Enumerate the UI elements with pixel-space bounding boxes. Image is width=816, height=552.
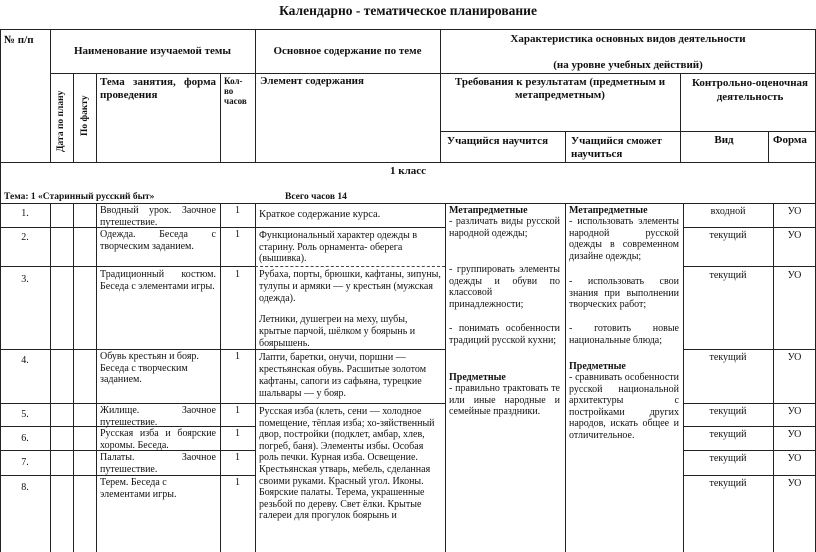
can-item: - использовать элементы народной русской одежды в современном дизайне одежды;: [569, 216, 679, 262]
row-hours: 1: [235, 351, 240, 362]
header-student-learns: Учащийся научится: [447, 135, 549, 147]
header-student-can: Учащийся сможет научиться: [571, 135, 662, 160]
learns-item: - понимать особенности традиций русской кухни;: [449, 323, 560, 346]
header-requirements: Требования к результатам (предметным и метапредметным): [454, 76, 666, 101]
header-content-element: Элемент содержания: [260, 75, 364, 87]
row-topic: Терем. Беседа с элементами игры.: [100, 477, 177, 500]
row-topic: Палаты. Заочное путешествие.: [100, 452, 216, 475]
row-hours: 1: [235, 269, 240, 280]
header-characteristic: Характеристика основных видов деятельности: [510, 33, 746, 45]
header-hours-a: Кол-: [224, 76, 243, 86]
learns-item: - группировать элементы одежды и обуви по классовой принадлежности;: [449, 264, 560, 310]
can-subject-heading: Предметные: [569, 361, 626, 372]
header-kind: Вид: [714, 134, 734, 146]
page-title: Календарно - тематическое планирование: [279, 3, 537, 18]
row-kind: текущий: [709, 406, 747, 417]
row-form: УО: [787, 429, 802, 440]
row-form: УО: [787, 478, 802, 489]
row-number: 1.: [21, 208, 29, 219]
content-text: Краткое содержание курса.: [259, 209, 381, 220]
header-form: Форма: [773, 134, 807, 146]
content-text: Русская изба (клеть, сени — холодное помещение, тёплая изба; хо-зяйственный двор, постройки (подклет, амбар, хлев, погреб, баня). Элементы избы. Особая роль печки. Курная изба. Освещение. Крестьянская утварь, мебель, сделанная своими руками. Красный угол. Иконы. Боярские палаты. Терема, украшенные резьбой по дереву. Свет ёлки. Крытые галереи для прогулок боярынь и: [259, 406, 435, 522]
row-form: УО: [787, 230, 802, 241]
theme-label: Тема: 1 «Старинный русский быт»: [4, 192, 155, 202]
row-hours: 1: [235, 428, 240, 439]
row-kind: текущий: [709, 230, 747, 241]
row-topic: Одежда. Беседа с творческим заданием.: [100, 229, 216, 252]
header-hours-c: часов: [224, 96, 247, 106]
row-number: 4.: [21, 355, 29, 366]
can-item: - готовить новые национальные блюда;: [569, 323, 679, 346]
header-characteristic-sub: (на уровне учебных действий): [553, 59, 703, 71]
row-number: 2.: [21, 232, 29, 243]
header-num: № п/п: [4, 34, 34, 46]
row-kind: текущий: [709, 429, 747, 440]
row-topic: Обувь крестьян и бояр. Беседа с творческим заданием.: [100, 351, 199, 385]
row-hours: 1: [235, 405, 240, 416]
theme-hours: Всего часов 14: [285, 192, 347, 202]
row-hours: 1: [235, 229, 240, 240]
header-main-content: Основное содержание по теме: [273, 45, 422, 57]
row-number: 8.: [21, 482, 29, 493]
learns-meta-heading: Метапредметные: [449, 205, 528, 216]
row-kind: текущий: [709, 453, 747, 464]
can-item: - сравнивать особенности русской национальной архитектуры с постройками других народов, искать общее и отличительное.: [569, 372, 679, 441]
header-lesson-topic: Тема занятия, форма проведения: [100, 76, 216, 101]
row-form: УО: [787, 270, 802, 281]
can-item: - использовать свои знания при выполнении творческих работ;: [569, 276, 679, 310]
row-topic: Русская изба и боярские хоромы. Беседа.: [100, 428, 216, 451]
row-form: УО: [787, 352, 802, 363]
row-topic: Традиционный костюм. Беседа с элементами игры.: [100, 269, 216, 292]
content-text: Летники, душегреи на меху, шубы, крытые парчой, шёлком у боярынь и боярышень.: [259, 314, 416, 349]
row-form: УО: [787, 406, 802, 417]
learns-subject-heading: Предметные: [449, 372, 506, 383]
row-topic: Вводный урок. Заочное путешествие.: [100, 205, 216, 228]
row-hours: 1: [235, 205, 240, 216]
row-topic: Жилище. Заочное путешествие.: [100, 405, 216, 428]
header-control: Контрольно-оценочная деятельность: [691, 77, 809, 103]
row-kind: текущий: [709, 270, 747, 281]
row-form: УО: [787, 453, 802, 464]
row-number: 7.: [21, 457, 29, 468]
row-kind: текущий: [709, 478, 747, 489]
content-text: Функциональный характер одежды в старину. Роль орнамента- оберега (вышивка).: [259, 230, 418, 264]
can-meta-heading: Метапредметные: [569, 205, 648, 216]
learns-item: - различать виды русской народной одежды;: [449, 216, 560, 239]
header-hours-b: во: [224, 86, 234, 96]
row-kind: входной: [710, 206, 746, 217]
grade-label: 1 класс: [389, 165, 427, 177]
row-hours: 1: [235, 452, 240, 463]
row-number: 5.: [21, 409, 29, 420]
header-date-fact: По факту: [80, 95, 90, 136]
content-text: Лапти, баретки, онучи, поршни — крестьянская обувь. Расшитые золотом кафтаны, сапоги из сафьяна, турецкие шальвары — у бояр.: [259, 352, 427, 399]
row-hours: 1: [235, 477, 240, 488]
header-topic-name: Наименование изучаемой темы: [74, 45, 231, 57]
row-kind: текущий: [709, 352, 747, 363]
content-text: Рубаха, порты, брюшки, кафтаны, зипуны, тулупы и армяки — у крестьян (мужская одежда).: [259, 269, 441, 304]
row-number: 3.: [21, 274, 29, 285]
row-number: 6.: [21, 433, 29, 444]
header-date-plan: Дата по плану: [56, 90, 66, 152]
row-form: УО: [787, 206, 802, 217]
learns-item: - правильно трактовать те или иные народные и семейные праздники.: [449, 383, 560, 417]
